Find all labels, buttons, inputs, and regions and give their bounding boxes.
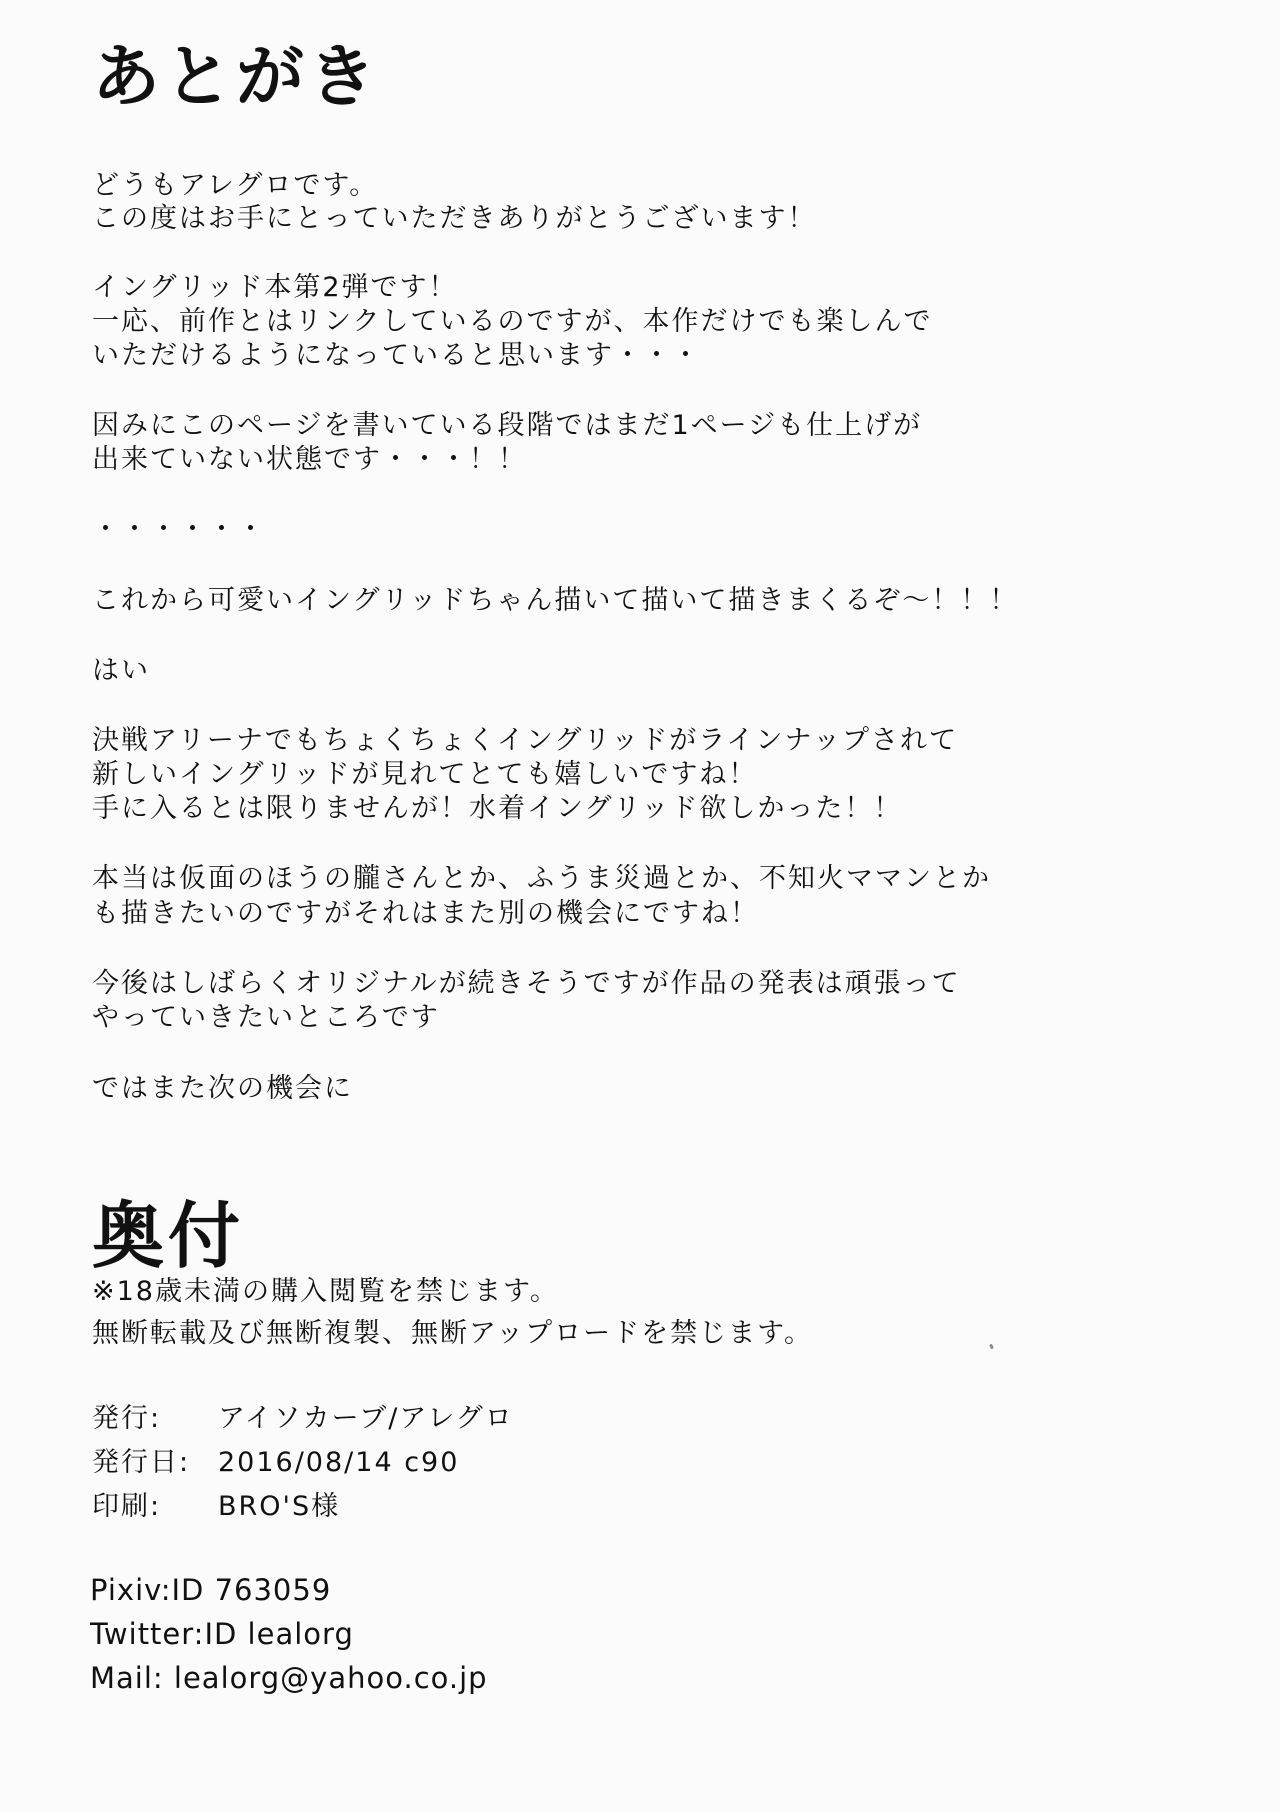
afterword-line: いただけるようになっていると思います・・・ [92, 340, 701, 371]
afterword-line: はい [92, 655, 150, 686]
afterword-title: あとがき [92, 38, 381, 117]
publish-date-value: 2016/08/14 c90 [218, 1447, 460, 1478]
afterword-line: ではまた次の機会に [92, 1073, 353, 1104]
copyright-notice: 無断転載及び無断複製、無断アップロードを禁じます。 [92, 1318, 813, 1349]
publisher-row [92, 1402, 514, 1436]
afterword-line: イングリッド本第2弾です！ [92, 272, 458, 303]
afterword-line: 決戦アリーナでもちょくちょくイングリッドがラインナップされて [92, 725, 958, 756]
afterword-line: 一応、前作とはリンクしているのですが、本作だけでも楽しんで [92, 306, 933, 337]
twitter-id: Twitter:ID lealorg [90, 1617, 354, 1651]
afterword-line: やっていきたいところです [92, 1002, 440, 1033]
printer-value: BRO'S様 [218, 1491, 341, 1522]
afterword-line: これから可愛いイングリッドちゃん描いて描いて描きまくるぞ～！！！ [92, 585, 1019, 616]
colophon-title: 奥付 [92, 1194, 245, 1278]
age-restriction-notice: ※18歳未満の購入閲覧を禁じます。 [92, 1276, 559, 1307]
afterword-line: 因みにこのページを書いている段階ではまだ1ページも仕上げが [92, 410, 923, 441]
afterword-line: ・・・・・・ [92, 514, 266, 545]
mail-address: Mail: lealorg@yahoo.co.jp [90, 1661, 488, 1695]
afterword-line: 出来ていない状態です・・・！！ [92, 444, 527, 475]
afterword-line: この度はお手にとっていただきありがとうございます！ [92, 203, 817, 234]
afterword-line: 本当は仮面のほうの朧さんとか、ふうま災過とか、不知火ママンとか [92, 863, 991, 894]
afterword-line: 今後はしばらくオリジナルが続きそうですが作品の発表は頑張って [92, 968, 961, 999]
publisher-value: アイソカーブ/アレグロ [218, 1403, 514, 1434]
publish-date-label: 発行日: [92, 1447, 191, 1478]
publisher-label: 発行: [92, 1403, 162, 1434]
afterword-line: 手に入るとは限りませんが！水着イングリッド欲しかった！！ [92, 793, 903, 824]
pixiv-id: Pixiv:ID 763059 [90, 1573, 332, 1607]
afterword-line: どうもアレグロです。 [92, 170, 379, 201]
printer-label: 印刷: [92, 1491, 162, 1522]
printer-row [92, 1490, 340, 1524]
publish-date-row [92, 1446, 459, 1480]
afterword-line: 新しいイングリッドが見れてとても嬉しいですね！ [92, 759, 758, 790]
afterword-line: も描きたいのですがそれはまた別の機会にですね！ [92, 898, 759, 929]
scan-speck [989, 1344, 994, 1350]
